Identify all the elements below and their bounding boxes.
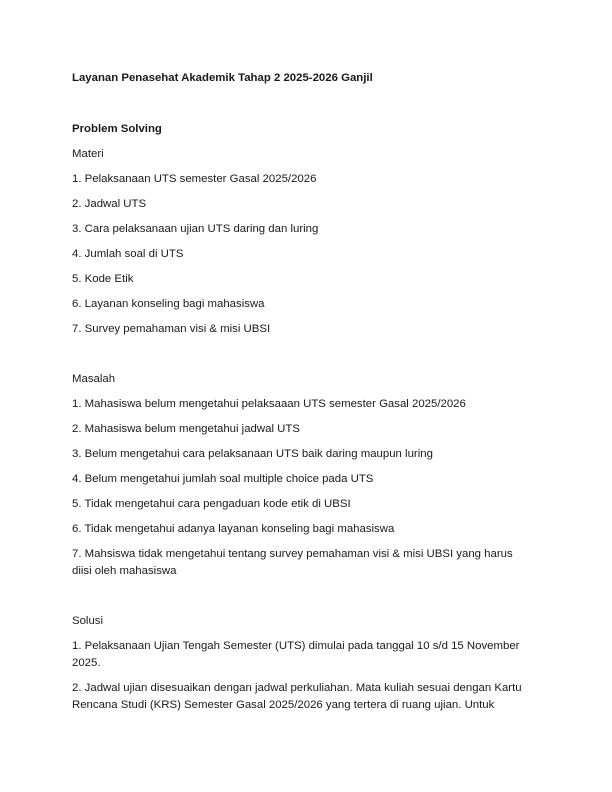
masalah-heading: Masalah <box>72 373 116 385</box>
solusi-item: 2. Jadwal ujian disesuaikan dengan jadwal perkuliahan. Mata kuliah sesuai dengan Kartu <box>72 682 522 694</box>
materi-item: 2. Jadwal UTS <box>72 198 147 210</box>
masalah-item: 1. Mahasiswa belum mengetahui pelaksaaan UTS semester Gasal 2025/2026 <box>72 398 466 410</box>
materi-item: 6. Layanan konseling bagi mahasiswa <box>72 298 265 310</box>
document-title: Layanan Penasehat Akademik Tahap 2 2025-2026 Ganjil <box>72 72 373 84</box>
materi-item: 1. Pelaksanaan UTS semester Gasal 2025/2026 <box>72 173 317 185</box>
materi-item: 4. Jumlah soal di UTS <box>72 248 184 260</box>
section-heading: Problem Solving <box>72 123 162 135</box>
masalah-item-continuation: diisi oleh mahasiswa <box>72 565 177 577</box>
solusi-heading: Solusi <box>72 615 104 627</box>
materi-item: 7. Survey pemahaman visi & misi UBSI <box>72 323 271 335</box>
masalah-item: 6. Tidak mengetahui adanya layanan konseling bagi mahasiswa <box>72 523 395 535</box>
materi-heading: Materi <box>72 148 104 160</box>
materi-item: 5. Kode Etik <box>72 273 134 285</box>
solusi-item-continuation: Rencana Studi (KRS) Semester Gasal 2025/2026 yang tertera di ruang ujian. Untuk <box>72 699 495 711</box>
masalah-item: 7. Mahsiswa tidak mengetahui tentang survey pemahaman visi & misi UBSI yang harus <box>72 548 513 560</box>
masalah-item: 3. Belum mengetahui cara pelaksanaan UTS baik daring maupun luring <box>72 448 433 460</box>
materi-item: 3. Cara pelaksanaan ujian UTS daring dan luring <box>72 223 319 235</box>
masalah-item: 2. Mahasiswa belum mengetahui jadwal UTS <box>72 423 300 435</box>
masalah-item: 5. Tidak mengetahui cara pengaduan kode etik di UBSI <box>72 498 351 510</box>
solusi-item: 1. Pelaksanaan Ujian Tengah Semester (UTS) dimulai pada tanggal 10 s/d 15 November <box>72 640 520 652</box>
solusi-item-continuation: 2025. <box>72 657 101 669</box>
masalah-item: 4. Belum mengetahui jumlah soal multiple choice pada UTS <box>72 473 374 485</box>
